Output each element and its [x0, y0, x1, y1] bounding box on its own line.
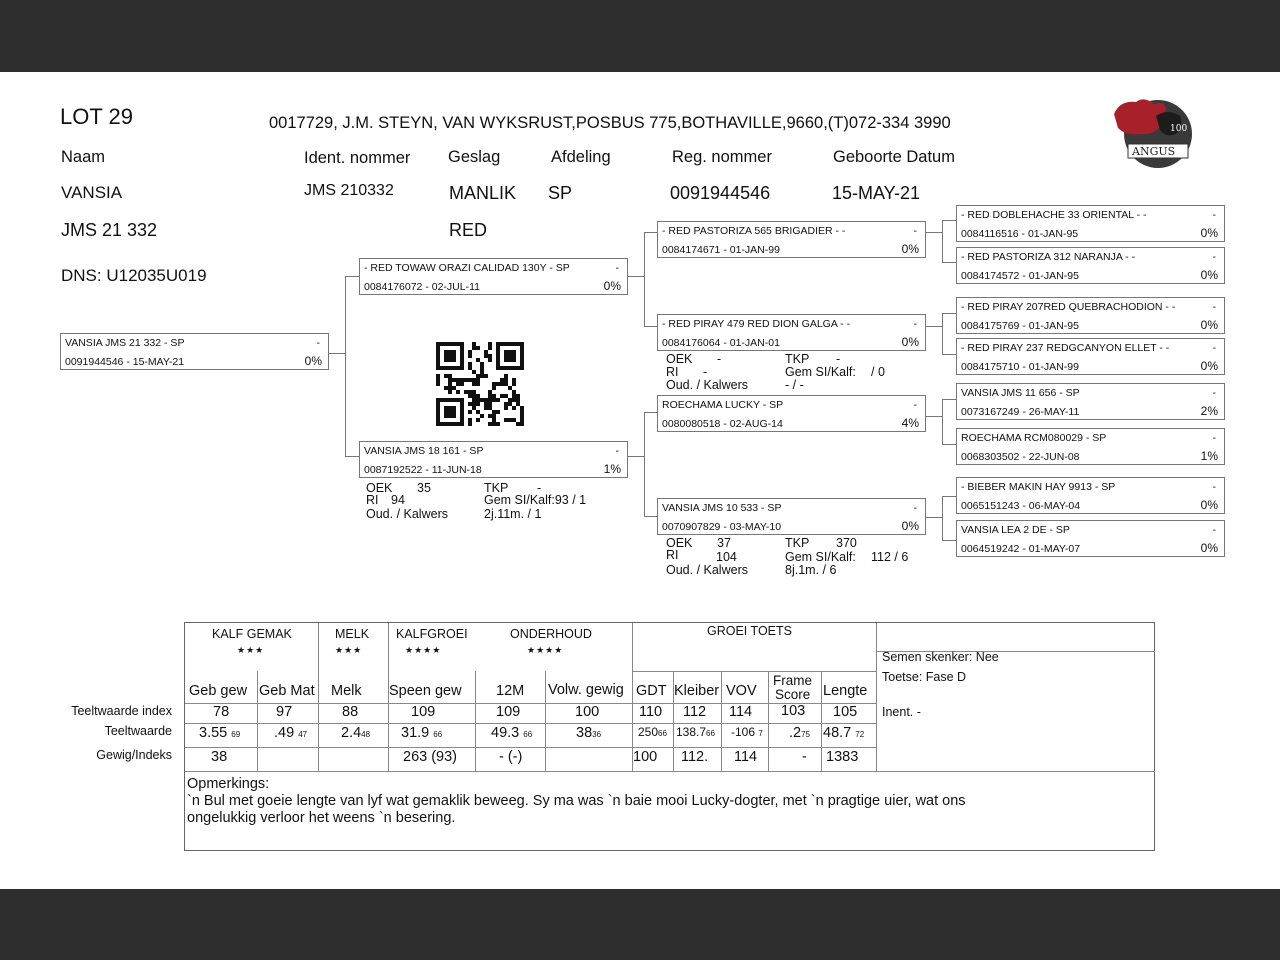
pedigree-mark: -: [1212, 432, 1216, 444]
connector: [345, 456, 359, 457]
stat-value: / 0: [871, 365, 885, 379]
pedigree-mark: -: [913, 225, 917, 237]
animal-ident: JMS 210332: [304, 182, 394, 199]
stat-label: RI: [366, 493, 379, 507]
pedigree-sd: [657, 314, 926, 351]
pedigree-pct: 1%: [603, 462, 621, 476]
animal-geslag: MANLIK: [449, 183, 517, 203]
connector: [942, 496, 943, 540]
group-onderhoud: ONDERHOUD: [510, 627, 592, 641]
cell-index: 110: [639, 704, 663, 720]
pedigree-g6: [956, 428, 1225, 465]
cell-tw: 2.448: [341, 725, 371, 741]
pedigree-name: VANSIA JMS 21 332 - SP: [65, 337, 185, 349]
pedigree-dd: [657, 498, 926, 535]
pedigree-g3: [956, 297, 1225, 334]
animal-geboorte: 15-MAY-21: [832, 183, 921, 203]
stat-value: 94: [391, 493, 405, 507]
group-kalf-gemak: KALF GEMAK: [212, 627, 292, 641]
pedigree-pct: 0%: [901, 519, 919, 533]
pedigree-mark: -: [1212, 209, 1216, 221]
pedigree-reg: 0084116516 - 01-JAN-95: [961, 228, 1079, 240]
pedigree-mark: -: [615, 445, 619, 457]
connector: [942, 220, 956, 221]
pedigree-name: - RED PIRAY 207RED QUEBRACHODION - -: [961, 301, 1176, 313]
stat-label: Oud. / Kalwers: [666, 378, 748, 392]
cell-tw: .49 47: [274, 725, 308, 741]
pedigree-self: [60, 333, 329, 370]
col-score: Score: [775, 687, 811, 702]
pedigree-mark: -: [1212, 481, 1216, 493]
pedigree-mark: -: [1212, 387, 1216, 399]
cell-gewig: 263 (93): [403, 749, 458, 765]
connector: [644, 412, 657, 413]
pedigree-mark: -: [316, 337, 320, 349]
cell-tw: 49.3 66: [491, 725, 533, 741]
pedigree-mark: -: [1212, 251, 1216, 263]
pedigree-pct: 0%: [1200, 318, 1218, 332]
inent: Inent. -: [882, 705, 921, 719]
pedigree-name: VANSIA LEA 2 DE - SP: [961, 524, 1070, 536]
top-dark-bar: [0, 0, 1280, 72]
col-melk: Melk: [331, 683, 362, 699]
cell-index: 109: [496, 704, 521, 720]
pedigree-pct: 2%: [1200, 404, 1218, 418]
cell-gewig: 114: [734, 749, 758, 765]
pedigree-pct: 0%: [1200, 359, 1218, 373]
pedigree-pct: 4%: [901, 416, 919, 430]
bottom-dark-bar: [0, 889, 1280, 960]
group-melk: MELK: [335, 627, 370, 641]
pedigree-mark: -: [1212, 342, 1216, 354]
qr-code: [436, 342, 524, 426]
stat-value: -: [717, 352, 722, 366]
angus-logo: [1110, 94, 1198, 170]
connector: [926, 517, 942, 518]
col-kleiber: Kleiber: [674, 683, 720, 699]
animal-reg: 0091944546: [670, 183, 771, 203]
cell-gewig: - (-): [499, 749, 523, 765]
pedigree-name: - RED PASTORIZA 312 NARANJA - -: [961, 251, 1136, 263]
pedigree-name: - RED TOWAW ORAZI CALIDAD 130Y - SP: [364, 262, 570, 274]
pedigree-reg: 0084174671 - 01-JAN-99: [662, 244, 780, 256]
stat-value: 112 / 6: [871, 550, 909, 564]
pedigree-reg: 0070907829 - 03-MAY-10: [662, 521, 782, 533]
stat-label: TKP: [785, 352, 810, 366]
cell-tw: -106 7: [731, 725, 763, 739]
label-geboorte: Geboorte Datum: [833, 148, 955, 166]
pedigree-reg: 0084176064 - 01-JAN-01: [662, 337, 780, 349]
stat-label: Gem SI/Kalf:93 / 1: [484, 493, 587, 507]
pedigree-g4: [956, 338, 1225, 375]
connector: [942, 444, 956, 445]
cell-tw: 3.55 69: [199, 725, 241, 741]
pedigree-mark: -: [913, 399, 917, 411]
connector: [942, 354, 956, 355]
animal-name2: JMS 21 332: [61, 220, 158, 240]
label-ident: Ident. nommer: [304, 149, 411, 167]
pedigree-name: - BIEBER MAKIN HAY 9913 - SP: [961, 481, 1116, 493]
stat-label: TKP: [785, 536, 810, 550]
stat-value: 370: [836, 536, 857, 550]
cell-index: 88: [342, 704, 359, 720]
stars-melk: ★★★: [335, 645, 363, 655]
stars-kalf-gemak: ★★★: [237, 645, 265, 655]
pedigree-name: VANSIA JMS 18 161 - SP: [364, 445, 484, 457]
pedigree-sire: [359, 258, 628, 295]
pedigree-reg: 0073167249 - 26-MAY-11: [961, 406, 1080, 418]
stat-label: Oud. / Kalwers: [666, 563, 748, 577]
stat-value: -: [703, 365, 708, 379]
connector: [345, 276, 359, 277]
connector: [926, 326, 942, 327]
cell-tw: 48.7 72: [823, 725, 865, 741]
pedigree-ds: [657, 395, 926, 432]
breeding-table: [184, 622, 1155, 851]
col-lengte: Lengte: [823, 683, 868, 699]
cell-gewig: 38: [211, 749, 228, 765]
pedigree-mark: -: [1212, 524, 1216, 536]
pedigree-name: - RED DOBLEHACHE 33 ORIENTAL - -: [961, 209, 1147, 221]
cell-tw: 138.766: [676, 725, 715, 739]
label-reg: Reg. nommer: [672, 148, 772, 166]
pedigree-mark: -: [913, 502, 917, 514]
remarks-line2: ongelukkig verloor het weens `n besering.: [187, 810, 456, 826]
pedigree-name: ROECHAMA RCM080029 - SP: [961, 432, 1107, 444]
animal-kleur: RED: [449, 220, 488, 240]
col-frame: Frame: [773, 673, 813, 688]
pedigree-pct: 0%: [901, 242, 919, 256]
stat-label: OEK: [666, 352, 693, 366]
stat-label: TKP: [484, 481, 509, 495]
cell-index: 100: [575, 704, 600, 720]
pedigree-reg: 0091944546 - 15-MAY-21: [65, 356, 185, 368]
connector: [644, 412, 645, 516]
pedigree-reg: 0064519242 - 01-MAY-07: [961, 543, 1081, 555]
pedigree-pct: 0%: [1200, 498, 1218, 512]
connector: [644, 326, 657, 327]
pedigree-reg: 0065151243 - 06-MAY-04: [961, 500, 1081, 512]
cell-tw: .275: [789, 725, 810, 741]
group-groei-toets: GROEI TOETS: [707, 624, 792, 638]
connector: [644, 232, 657, 233]
pedigree-g5: [956, 383, 1225, 420]
cell-index: 103: [781, 703, 806, 719]
pedigree-reg: 0084176072 - 02-JUL-11: [364, 281, 480, 293]
col-speen-gew: Speen gew: [389, 683, 462, 699]
pedigree-pct: 0%: [1200, 541, 1218, 555]
stat-value: 8j.1m. / 6: [785, 563, 837, 577]
col-volw-gewig: Volw. gewig: [548, 682, 624, 698]
connector: [926, 416, 942, 417]
pedigree-reg: 0080080518 - 02-AUG-14: [662, 418, 783, 430]
connector: [942, 399, 943, 444]
stat-value: - / -: [785, 378, 804, 392]
logo-badge: 100: [1170, 124, 1188, 134]
toetse: Toetse: Fase D: [882, 670, 967, 684]
pedigree-pct: 0%: [1200, 268, 1218, 282]
pedigree-pct: 0%: [603, 279, 621, 293]
connector: [628, 276, 644, 277]
label-geslag: Geslag: [448, 148, 501, 166]
cell-index: 112: [683, 704, 707, 720]
cell-gewig: 100: [633, 749, 658, 765]
stat-value: 2j.11m. / 1: [484, 507, 542, 521]
connector: [942, 313, 943, 354]
pedigree-reg: 0087192522 - 11-JUN-18: [364, 464, 482, 476]
stat-value: 104: [716, 550, 737, 564]
cell-tw: 31.9 66: [401, 725, 443, 741]
cell-tw: 25066: [638, 725, 667, 739]
pedigree-reg: 0084174572 - 01-JAN-95: [961, 270, 1079, 282]
row-label-tw: Teeltwaarde: [104, 724, 172, 738]
cell-index: 97: [276, 704, 293, 720]
lot-page: [0, 72, 1280, 889]
cell-gewig: 1383: [826, 749, 859, 765]
pedigree-reg: 0084175710 - 01-JAN-99: [961, 361, 1079, 373]
pedigree-g8: [956, 520, 1225, 557]
pedigree-dam: [359, 441, 628, 478]
pedigree-name: VANSIA JMS 11 656 - SP: [961, 387, 1080, 399]
stat-value: 37: [717, 536, 731, 550]
stat-label: OEK: [666, 536, 693, 550]
pedigree-name: - RED PIRAY 237 REDGCANYON ELLET - -: [961, 342, 1170, 354]
pedigree-ss: [657, 221, 926, 258]
cell-index: 114: [729, 704, 753, 720]
row-label-index: Teeltwaarde index: [71, 704, 172, 718]
connector: [644, 232, 645, 326]
lot-number: LOT 29: [60, 104, 133, 129]
col-12m: 12M: [496, 683, 525, 699]
pedigree-pct: 0%: [304, 354, 322, 368]
pedigree-pct: 0%: [901, 335, 919, 349]
stat-label: RI: [666, 365, 679, 379]
stat-label: OEK: [366, 481, 393, 495]
connector: [942, 399, 956, 400]
pedigree-name: - RED PIRAY 479 RED DION GALGA - -: [662, 318, 851, 330]
pedigree-name: ROECHAMA LUCKY - SP: [662, 399, 784, 411]
connector: [345, 276, 346, 456]
cell-tw: 3836: [576, 725, 602, 741]
cell-gewig: -: [802, 749, 807, 765]
cell-index: 78: [213, 704, 230, 720]
stat-label: RI: [666, 548, 679, 562]
label-afdeling: Afdeling: [551, 148, 611, 166]
connector: [942, 540, 956, 541]
label-naam: Naam: [61, 148, 106, 166]
connector: [942, 313, 956, 314]
col-gdt: GDT: [636, 683, 667, 699]
stat-value: -: [537, 481, 542, 495]
animal-dns: DNS: U12035U019: [61, 266, 207, 285]
pedigree-pct: 1%: [1200, 449, 1218, 463]
pedigree-g2: [956, 247, 1225, 284]
pedigree-reg: 0068303502 - 22-JUN-08: [961, 451, 1080, 463]
logo-text: ANGUS: [1132, 145, 1176, 158]
cell-index: 105: [833, 704, 858, 720]
animal-name: VANSIA: [61, 183, 123, 202]
stat-value: -: [836, 352, 841, 366]
stat-label: Oud. / Kalwers: [366, 507, 448, 521]
col-geb-mat: Geb Mat: [259, 683, 315, 699]
animal-afdeling: SP: [548, 183, 573, 203]
connector: [644, 516, 657, 517]
remarks-label: Opmerkings:: [187, 776, 270, 792]
cell-gewig: 112.: [681, 749, 709, 765]
pedigree-g7: [956, 477, 1225, 514]
stat-label: Gem SI/Kalf:: [785, 365, 856, 379]
remarks-line1: `n Bul met goeie lengte van lyf wat gemaklik beweeg. Sy ma was `n baie mooi Lucky-dogter, met `n pragtige uier, wat ons: [187, 793, 966, 809]
pedigree-mark: -: [1212, 301, 1216, 313]
semen-skenker: Semen skenker: Nee: [882, 650, 999, 664]
connector: [942, 220, 943, 262]
pedigree-reg: 0084175769 - 01-JAN-95: [961, 320, 1079, 332]
connector: [926, 232, 942, 233]
cell-index: 109: [411, 704, 436, 720]
stars-onderhoud: ★★★★: [527, 645, 564, 655]
row-label-gewig: Gewig/Indeks: [96, 748, 172, 762]
pedigree-name: VANSIA JMS 10 533 - SP: [662, 502, 782, 514]
stat-value: 35: [417, 481, 431, 495]
pedigree-g1: [956, 205, 1225, 242]
connector: [942, 496, 956, 497]
col-geb-gew: Geb gew: [189, 683, 248, 699]
connector: [329, 353, 345, 354]
connector: [942, 262, 956, 263]
pedigree-pct: 0%: [1200, 226, 1218, 240]
pedigree-name: - RED PASTORIZA 565 BRIGADIER - -: [662, 225, 846, 237]
stars-kalfgroei: ★★★★: [405, 645, 442, 655]
owner-info: 0017729, J.M. STEYN, VAN WYKSRUST,POSBUS 775,BOTHAVILLE,9660,(T)072-334 3990: [269, 114, 951, 132]
connector: [628, 456, 644, 457]
group-kalfgroei: KALFGROEI: [396, 627, 468, 641]
pedigree-mark: -: [615, 262, 619, 274]
col-vov: VOV: [726, 683, 757, 699]
pedigree-mark: -: [913, 318, 917, 330]
stat-label: Gem SI/Kalf:: [785, 550, 856, 564]
